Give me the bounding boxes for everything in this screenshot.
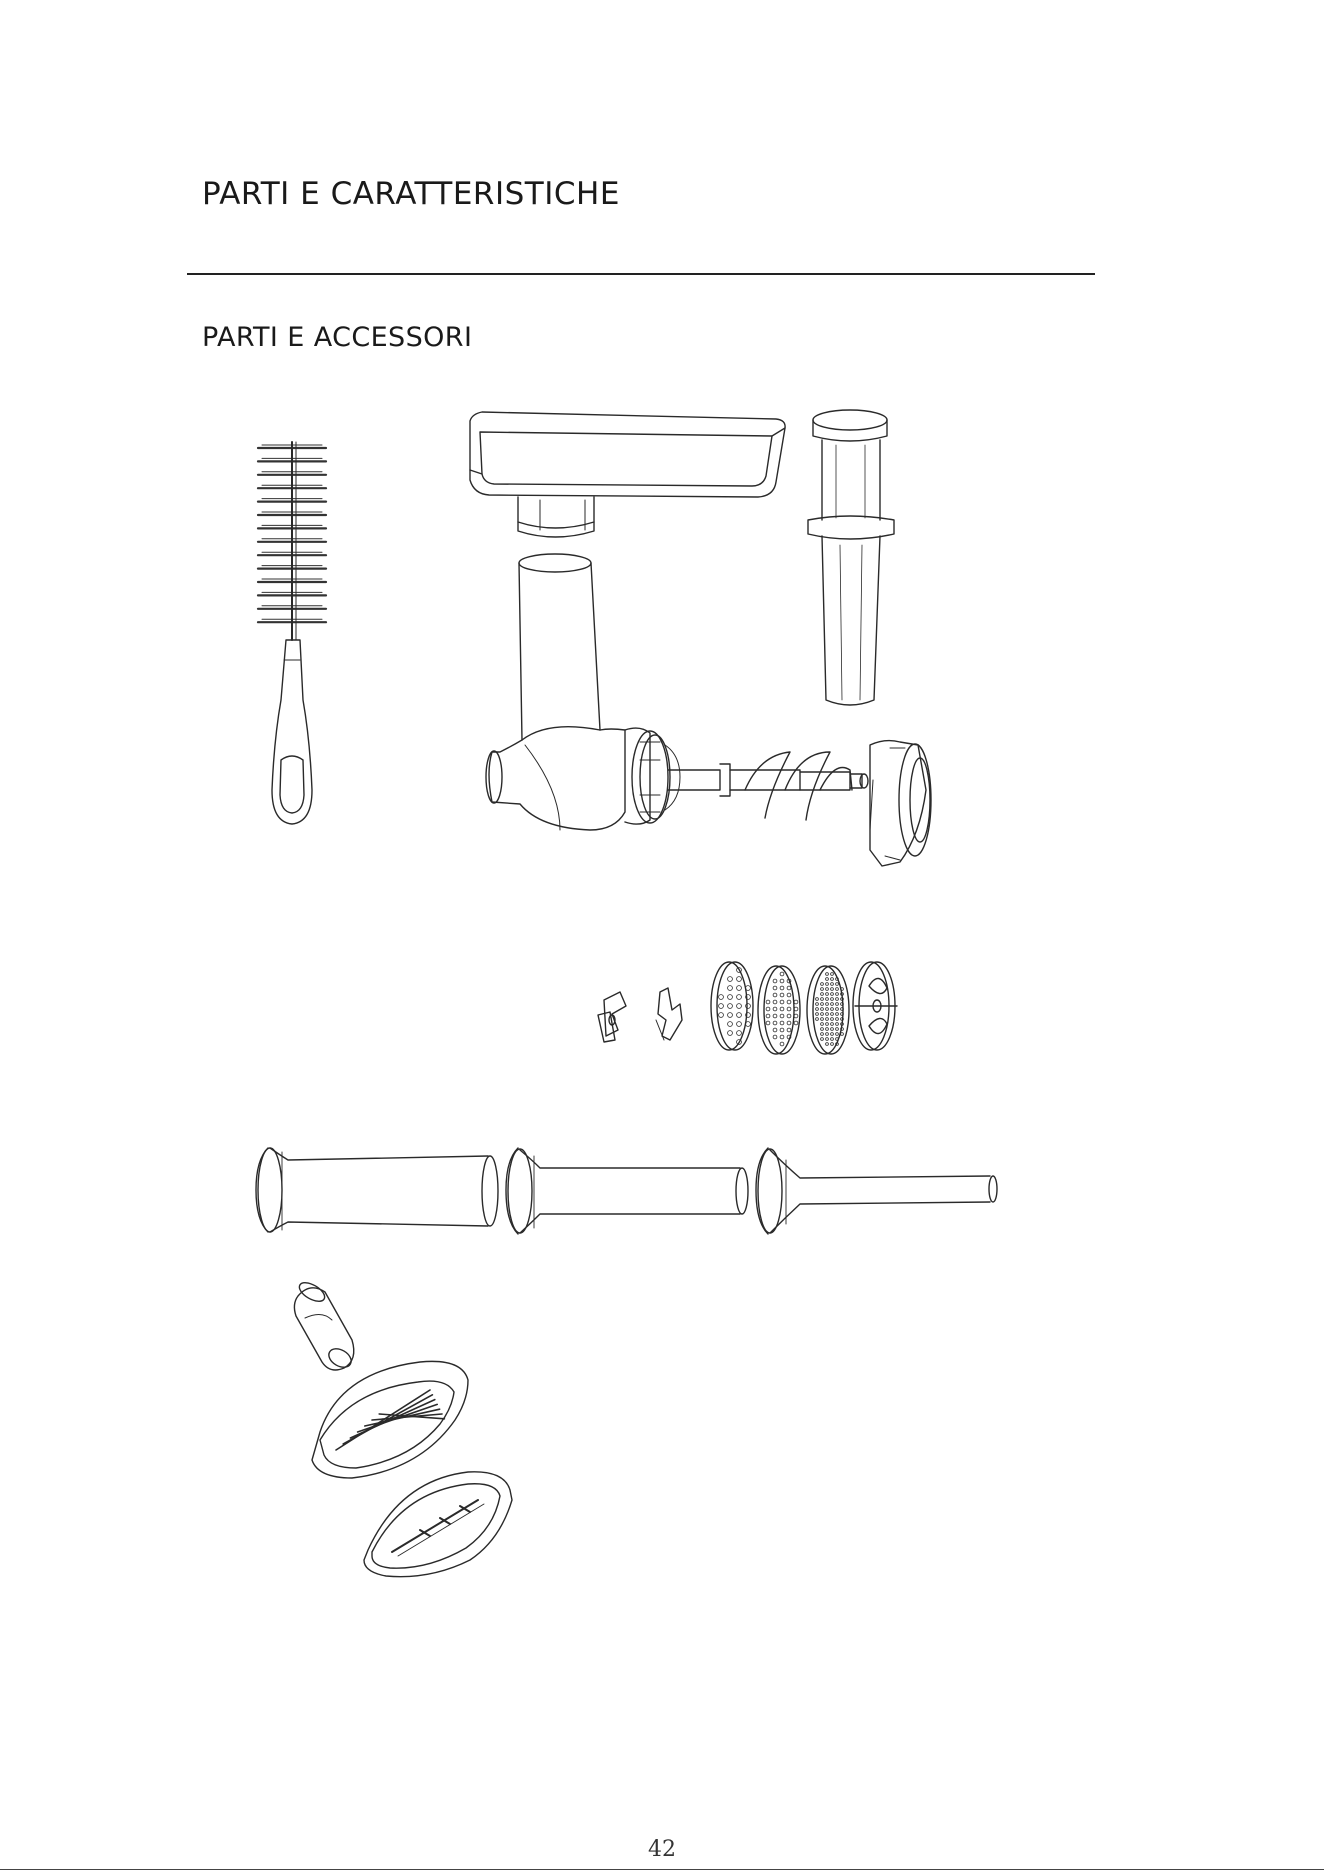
burger-press (294, 1279, 512, 1577)
feeding-tray (470, 412, 785, 537)
grinding-plates (711, 962, 897, 1054)
locking-ring (870, 741, 931, 866)
page-number: 42 (648, 1837, 676, 1862)
cleaning-brush (258, 442, 326, 824)
section-title: PARTI E ACCESSORI (202, 322, 473, 353)
auger (668, 752, 868, 820)
sausage-tubes (256, 1148, 997, 1234)
grinder-housing (486, 554, 680, 830)
food-pusher (808, 410, 894, 705)
cutting-blades (598, 988, 682, 1042)
page-title: PARTI E CARATTERISTICHE (202, 176, 620, 212)
footer-line (0, 1869, 1324, 1870)
